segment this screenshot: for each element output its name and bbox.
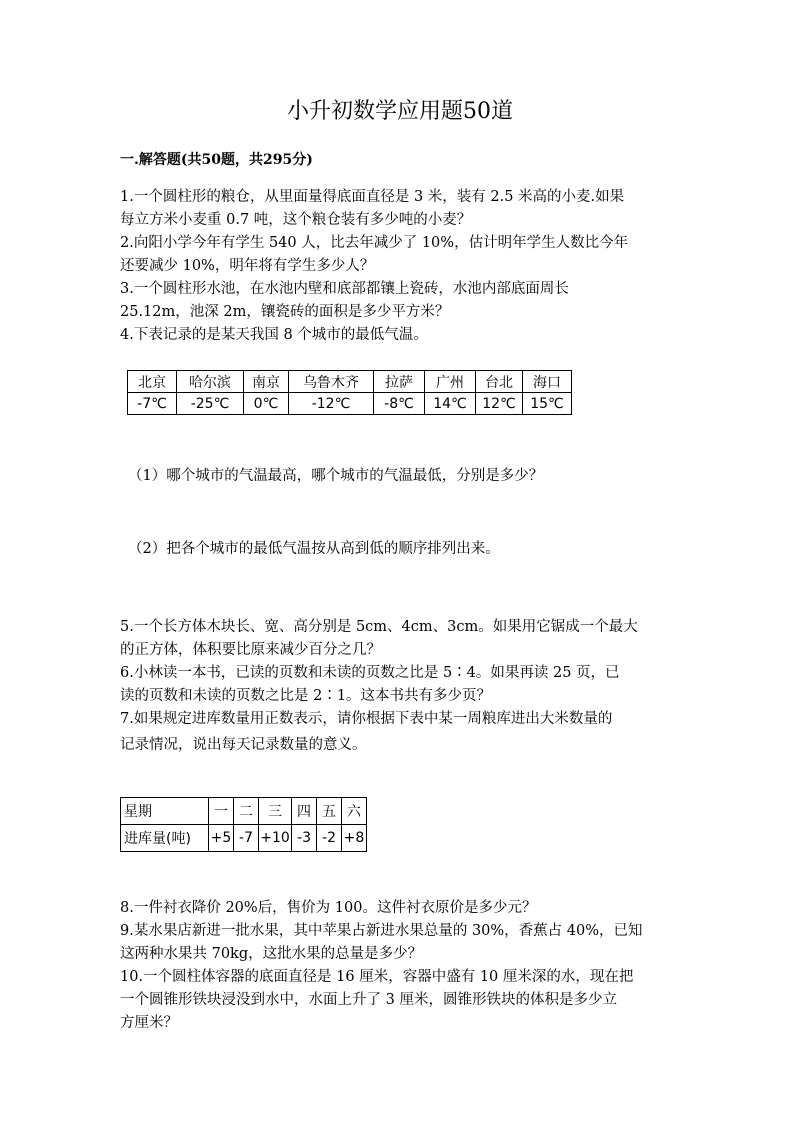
page-title: 小升初数学应用题50道: [287, 99, 513, 124]
section-heading: 一.解答题(共50题，共295分): [120, 152, 313, 168]
text-line: 1.一个圆柱形的粮仓，从里面量得底面直径是 3 米，装有 2.5 米高的小麦.如果: [120, 189, 625, 205]
table-cell: 台北: [476, 371, 523, 393]
text-line: 方厘米？: [120, 1015, 178, 1031]
question-4-part-2: （2）把各个城市的最低气温按从高到低的顺序排列出来。: [128, 541, 500, 557]
table-cell: -7℃: [128, 393, 177, 415]
table-row-days: [121, 798, 367, 825]
table-cell: 海口: [523, 371, 572, 393]
questions-5-7: [120, 616, 685, 731]
table-cell: +5: [209, 825, 234, 852]
table-row-temps: [128, 393, 572, 415]
question-7-continued: 记录情况，说出每天记录数量的意义。: [120, 737, 367, 753]
text-line: 6.小林读一本书，已读的页数和未读的页数之比是 5∶4。如果再读 25 页，已: [120, 665, 620, 681]
table-cell: 北京: [128, 371, 177, 393]
text-line: 这两种水果共 70kg，这批水果的总量是多少？: [120, 946, 423, 962]
table-cell: 六: [342, 798, 367, 825]
text-line: 还要减少 10%，明年将有学生多少人？: [120, 258, 375, 274]
text-line: 2.向阳小学今年有学生 540 人，比去年减少了 10%，估计明年学生人数比今年: [120, 235, 629, 251]
table-cell: 一: [209, 798, 234, 825]
text-line: 4.下表记录的是某天我国 8 个城市的最低气温。: [120, 327, 428, 343]
table-cell: +10: [259, 825, 292, 852]
text-line: 读的页数和未读的页数之比是 2∶1。这本书共有多少页？: [120, 688, 492, 704]
table-cell: 拉萨: [374, 371, 425, 393]
text-line: 8.一件衬衣降价 20%后，售价为 100。这件衬衣原价是多少元？: [120, 900, 537, 916]
table-cell: 二: [234, 798, 259, 825]
questions-1-4: [120, 186, 685, 347]
table-cell: 哈尔滨: [177, 371, 244, 393]
text-line: 的正方体，体积要比原来减少百分之几？: [120, 642, 381, 658]
table-cell: -7: [234, 825, 259, 852]
text-line: 3.一个圆柱形水池，在水池内壁和底部都镶上瓷砖，水池内部底面周长: [120, 281, 569, 297]
table-cell: 广州: [425, 371, 476, 393]
text-line: 10.一个圆柱体容器的底面直径是 16 厘米，容器中盛有 10 厘米深的水，现在把: [120, 969, 634, 985]
table-cell: 乌鲁木齐: [289, 371, 374, 393]
grain-table: [120, 797, 367, 852]
table-cell: 进库量(吨): [121, 825, 209, 852]
text-line: 7.如果规定进库数量用正数表示，请你根据下表中某一周粮库进出大米数量的: [120, 711, 613, 727]
question-4-part-1: （1）哪个城市的气温最高，哪个城市的气温最低，分别是多少？: [128, 468, 544, 484]
table-cell: -3: [292, 825, 317, 852]
table-cell: 12℃: [476, 393, 523, 415]
text-line: 9.某水果店新进一批水果，其中苹果占新进水果总量的 30%，香蕉占 40%，已知: [120, 923, 643, 939]
table-cell: -12℃: [289, 393, 374, 415]
text-line: 每立方米小麦重 0.7 吨，这个粮仓装有多少吨的小麦？: [120, 212, 472, 228]
text-line: 25.12m，池深 2m，镶瓷砖的面积是多少平方米？: [120, 304, 450, 320]
table-cell: 15℃: [523, 393, 572, 415]
questions-8-10: [120, 897, 685, 1035]
table-cell: -25℃: [177, 393, 244, 415]
text-line: 5.一个长方体木块长、宽、高分别是 5cm、4cm、3cm。如果用它锯成一个最大: [120, 619, 638, 635]
table-cell: 14℃: [425, 393, 476, 415]
table-cell: -2: [317, 825, 342, 852]
table-cell: -8℃: [374, 393, 425, 415]
table-cell: 0℃: [244, 393, 289, 415]
table-row-cities: [128, 371, 572, 393]
table-cell: +8: [342, 825, 367, 852]
table-cell: 星期: [121, 798, 209, 825]
temperature-table: [127, 370, 572, 415]
table-row-amounts: [121, 825, 367, 852]
table-cell: 南京: [244, 371, 289, 393]
table-cell: 四: [292, 798, 317, 825]
table-cell: 五: [317, 798, 342, 825]
text-line: 一个圆锥形铁块浸没到水中，水面上升了 3 厘米，圆锥形铁块的体积是多少立: [120, 992, 617, 1008]
table-cell: 三: [259, 798, 292, 825]
